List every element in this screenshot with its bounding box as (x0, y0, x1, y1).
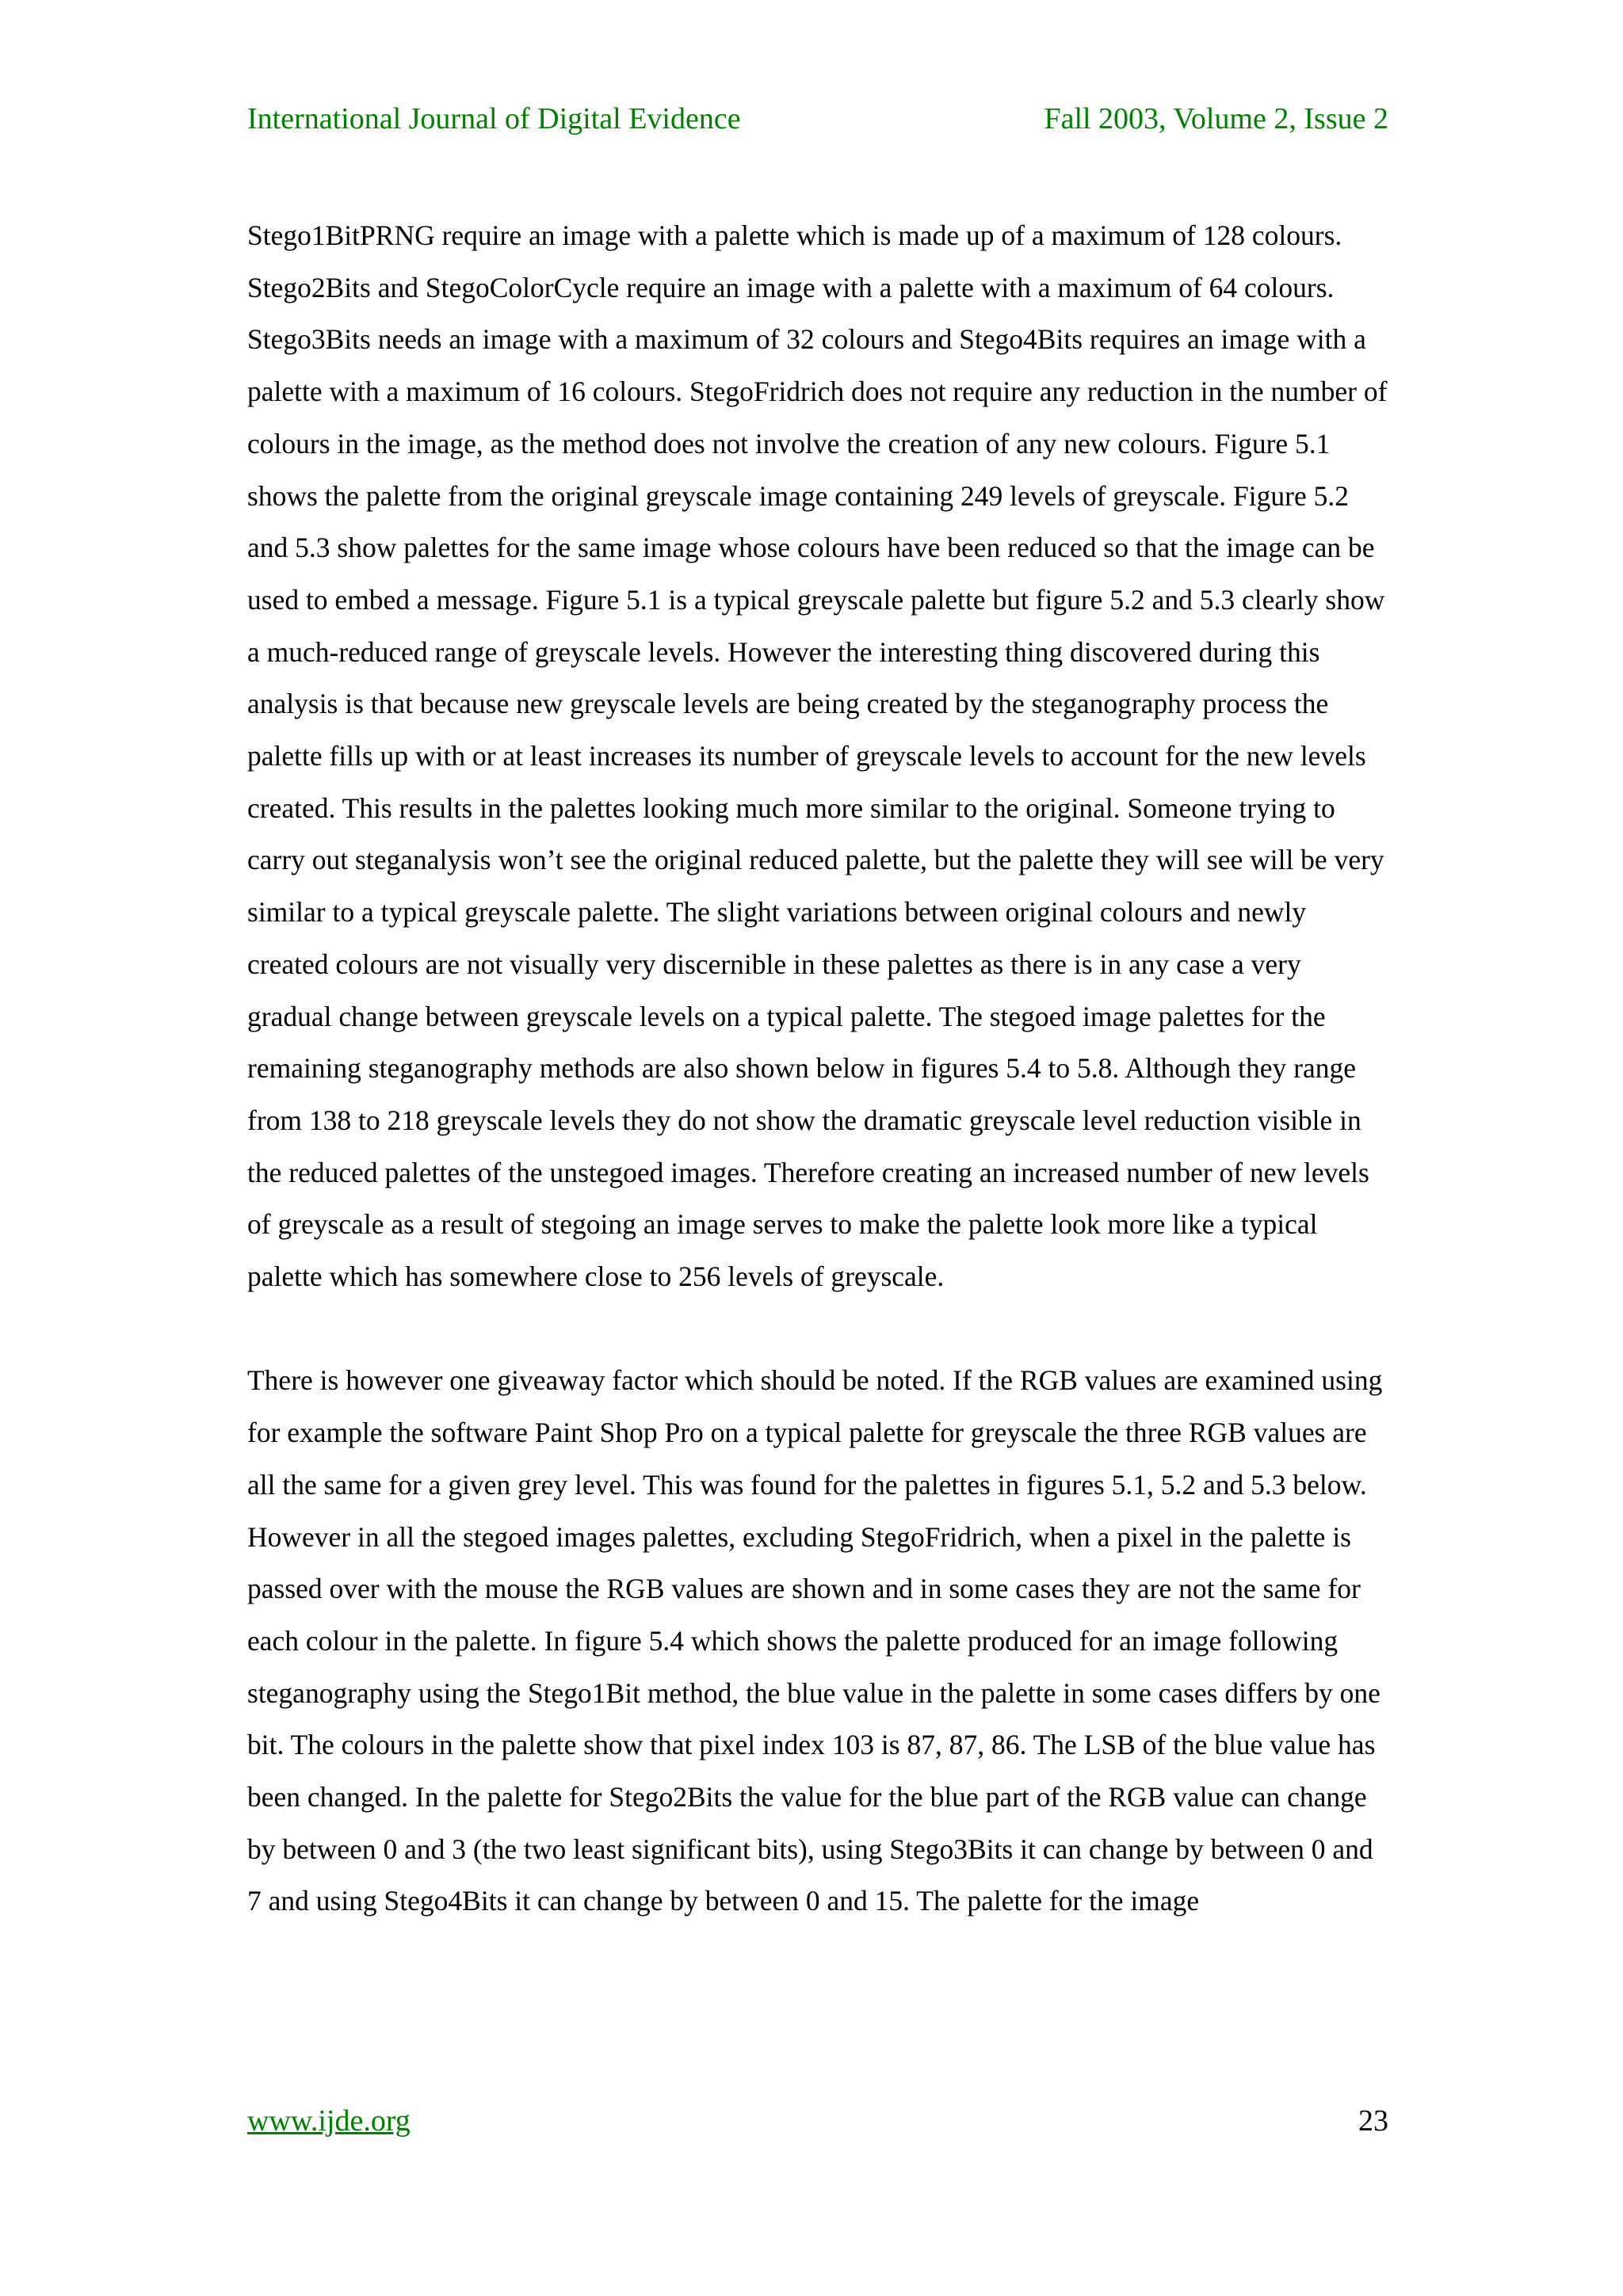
page-number: 23 (1358, 2104, 1388, 2138)
article-body (247, 210, 1388, 1928)
issue-info: Fall 2003, Volume 2, Issue 2 (1044, 102, 1388, 135)
body-paragraph: There is however one giveaway factor which should be noted. If the RGB values are examined using for example the software Paint Shop Pro on a typical palette for greyscale the three RGB values are all the same for a given grey level. This was found for the palettes in figures 5.1, 5.2 and 5.3 below. However in all the stegoed images palettes, excluding StegoFridrich, when a pixel in the palette is passed over with the mouse the RGB values are shown and in some cases they are not the same for each colour in the palette. In figure 5.4 which shows the palette produced for an image following steganography using the Stego1Bit method, the blue value in the palette in some cases differs by one bit. The colours in the palette show that pixel index 103 is 87, 87, 86. The LSB of the blue value has been changed. In the palette for Stego2Bits the value for the blue part of the RGB value can change by between 0 and 3 (the two least significant bits), using Stego3Bits it can change by between 0 and 7 and using Stego4Bits it can change by between 0 and 15. The palette for the image (247, 1364, 1383, 1917)
running-header (247, 98, 1388, 139)
body-paragraph: Stego1BitPRNG require an image with a palette which is made up of a maximum of 128 colours. Stego2Bits and StegoColorCycle require an image with a palette with a maximum of 64 colours. Stego3Bits needs an image with a maximum of 32 colours and Stego4Bits requires an image with a palette with a maximum of 16 colours. StegoFridrich does not require any reduction in the number of colours in the image, as the method does not involve the creation of any new colours. Figure 5.1 shows the palette from the original greyscale image containing 249 levels of greyscale. Figure 5.2 and 5.3 show palettes for the same image whose colours have been reduced so that the image can be used to embed a message. Figure 5.1 is a typical greyscale palette but figure 5.2 and 5.3 clearly show a much-reduced range of greyscale levels. However the interesting thing discovered during this analysis is that because new greyscale levels are being created by the steganography process the palette fills up with or at least increases its number of greyscale levels to account for the new levels created. This results in the palettes looking much more similar to the original. Someone trying to carry out steganalysis won’t see the original reduced palette, but the palette they will see will be very similar to a typical greyscale palette. The slight variations between original colours and newly created colours are not visually very discernible in these palettes as there is in any case a very gradual change between greyscale levels on a typical palette. The stegoed image palettes for the remaining steganography methods are also shown below in figures 5.4 to 5.8. Although they range from 138 to 218 greyscale levels they do not show the dramatic greyscale level reduction visible in the reduced palettes of the unstegoed images. Therefore creating an increased number of new levels of greyscale as a result of stegoing an image serves to make the palette look more like a typical palette which has somewhere close to 256 levels of greyscale. (247, 219, 1388, 1293)
running-footer (247, 2100, 1388, 2142)
journal-title: International Journal of Digital Evidence (247, 102, 741, 135)
journal-website-link[interactable]: www.ijde.org (247, 2104, 411, 2138)
